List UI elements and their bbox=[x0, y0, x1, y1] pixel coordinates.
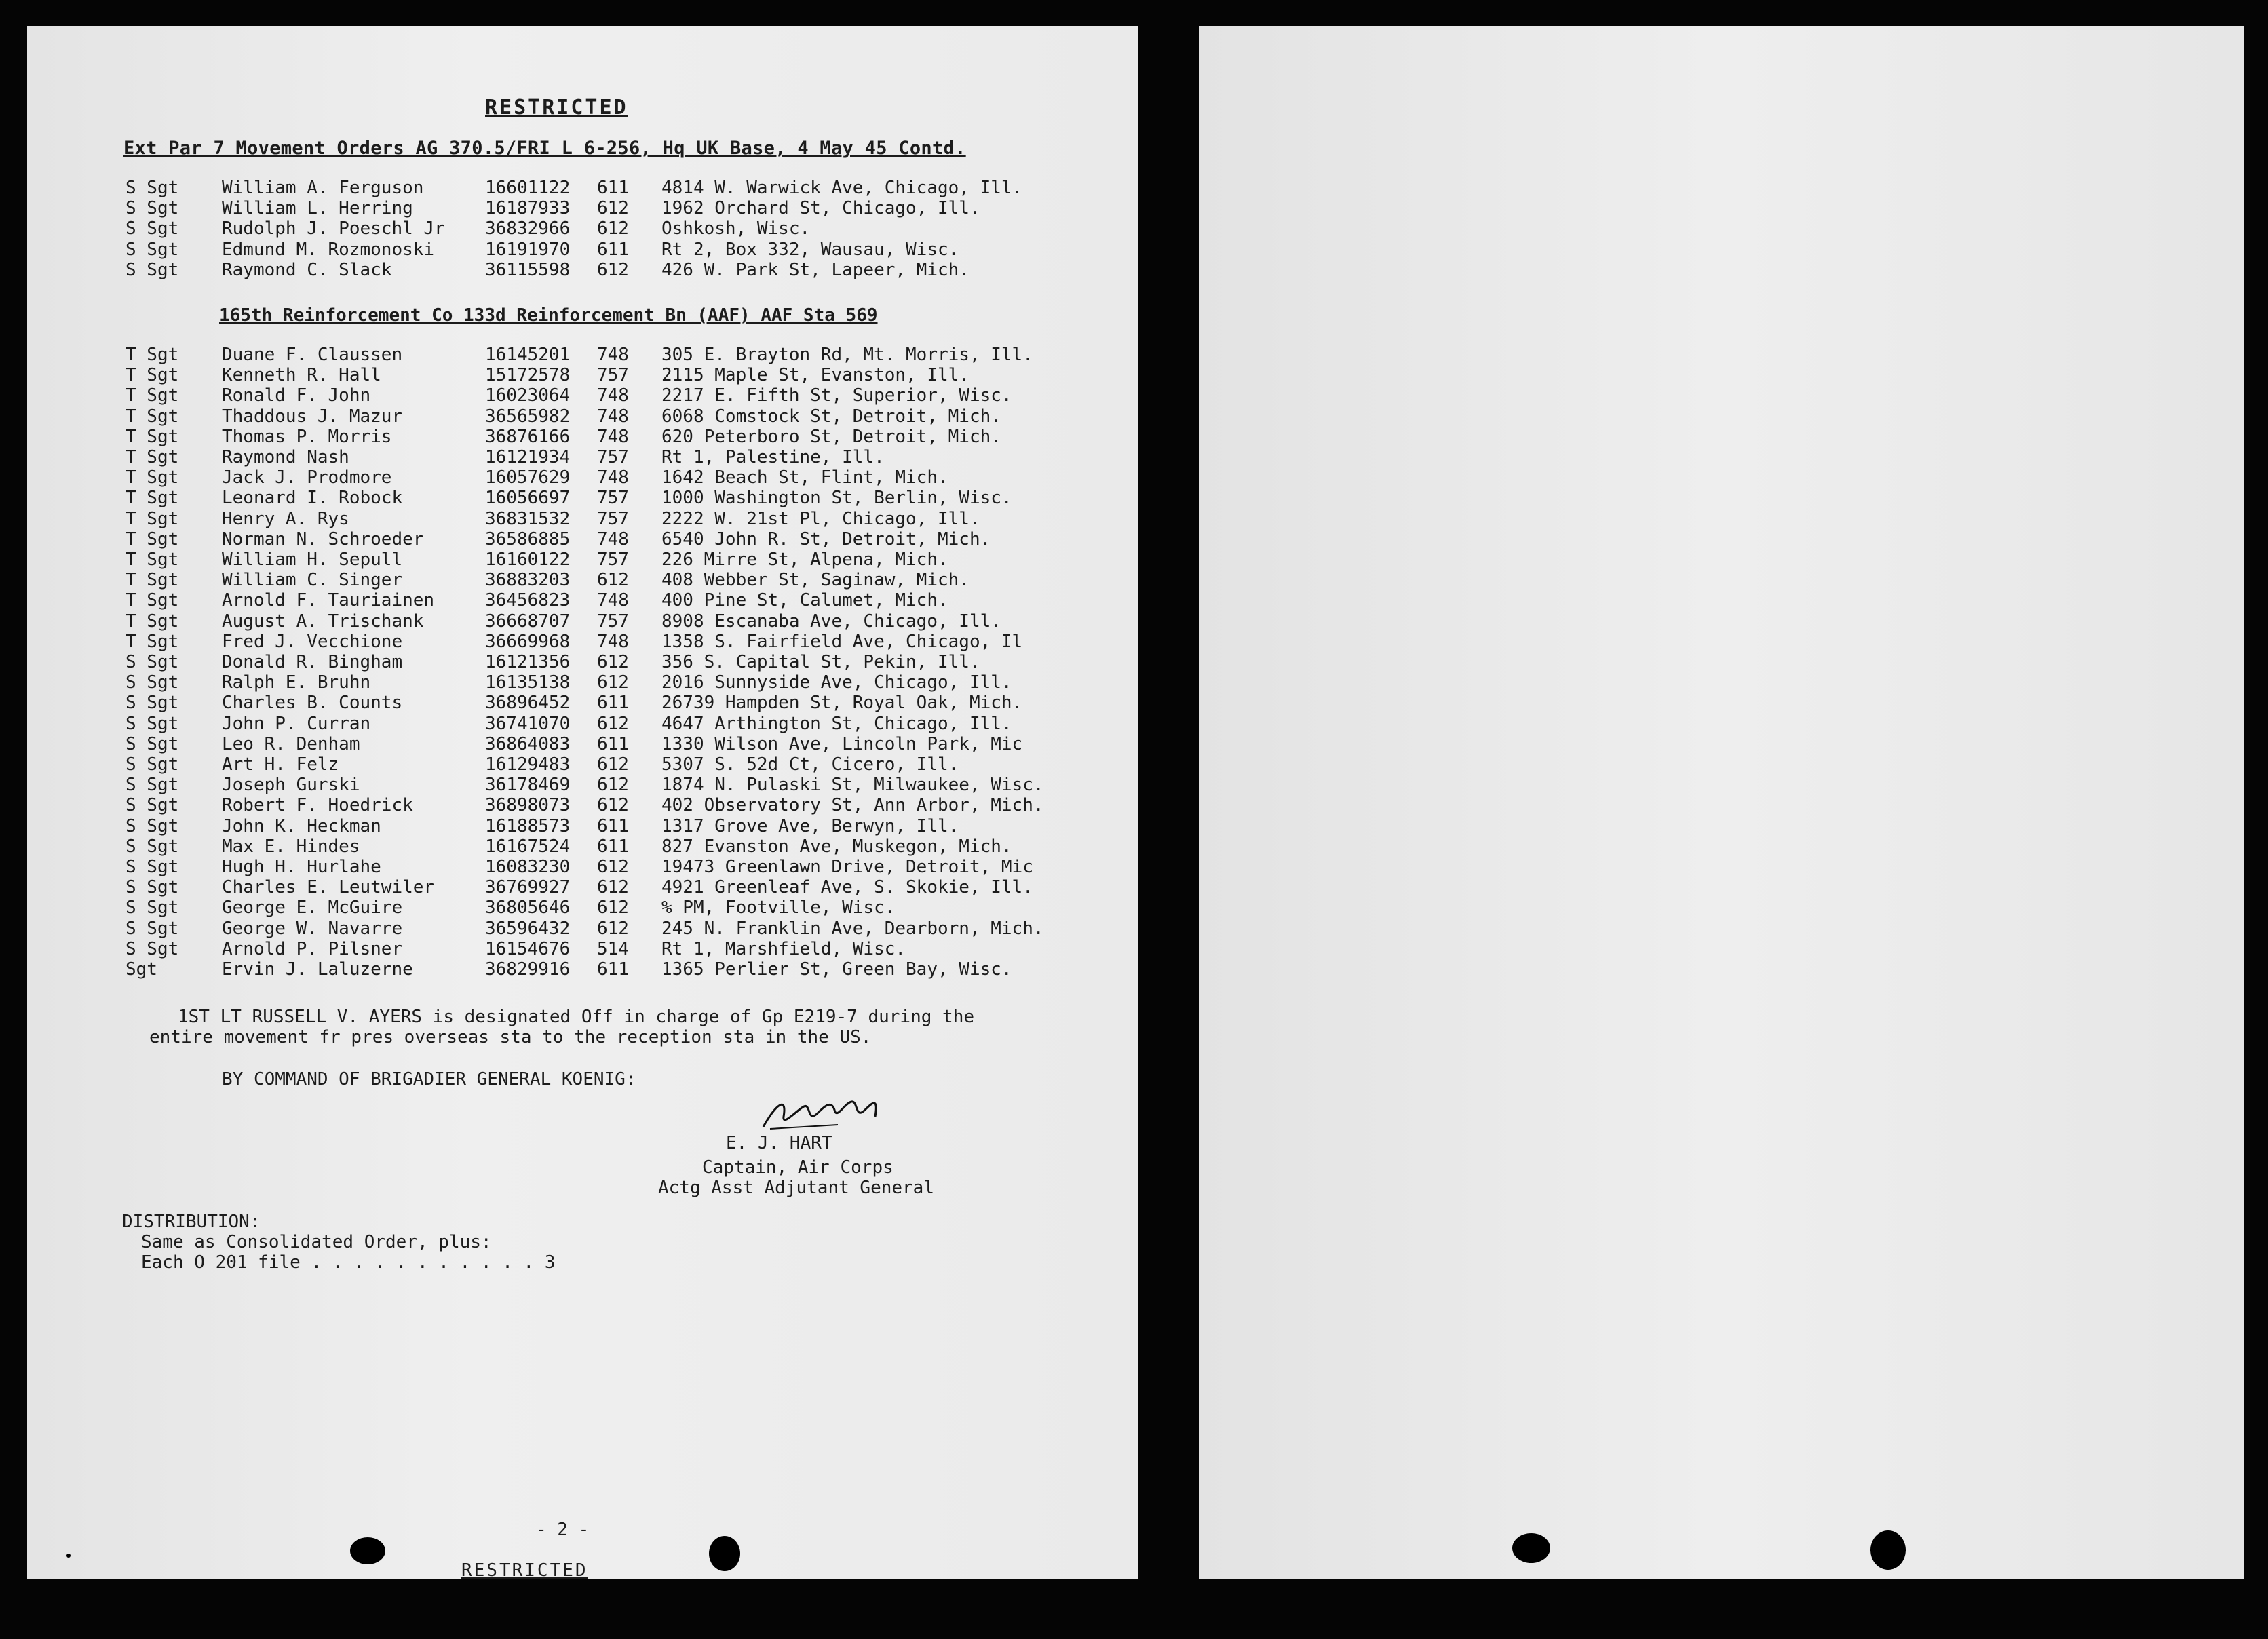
rank: T Sgt bbox=[126, 467, 179, 488]
serial-number: 36456823 bbox=[485, 590, 571, 611]
mos-code: 611 bbox=[597, 693, 629, 714]
serial-number: 36178469 bbox=[485, 775, 571, 796]
name: Hugh H. Hurlahe bbox=[222, 857, 381, 877]
name: Robert F. Hoedrick bbox=[222, 795, 413, 816]
name: George E. McGuire bbox=[222, 898, 403, 919]
mos-code: 748 bbox=[597, 528, 629, 549]
address: 2222 W. 21st Pl, Chicago, Ill. bbox=[661, 508, 980, 529]
signer-title: Captain, Air Corps bbox=[702, 1157, 893, 1178]
rank: T Sgt bbox=[126, 590, 179, 611]
rank: S Sgt bbox=[126, 918, 179, 939]
name: Kenneth R. Hall bbox=[222, 365, 381, 386]
name: Arnold P. Pilsner bbox=[222, 938, 403, 959]
name: Duane F. Claussen bbox=[222, 345, 403, 365]
serial-number: 36831532 bbox=[485, 508, 571, 529]
rank: T Sgt bbox=[126, 611, 179, 632]
address: 4647 Arthington St, Chicago, Ill. bbox=[661, 713, 1012, 734]
address: 6068 Comstock St, Detroit, Mich. bbox=[661, 406, 1001, 427]
mos-code: 757 bbox=[597, 365, 629, 386]
name: August A. Trischank bbox=[222, 611, 424, 632]
mos-code: 748 bbox=[597, 406, 629, 427]
mos-code: 757 bbox=[597, 508, 629, 529]
classification-header: RESTRICTED bbox=[485, 96, 628, 119]
address: % PM, Footville, Wisc. bbox=[661, 898, 896, 919]
mos-code: 612 bbox=[597, 877, 629, 898]
rank: S Sgt bbox=[126, 239, 179, 260]
rank: S Sgt bbox=[126, 178, 179, 198]
command-line: BY COMMAND OF BRIGADIER GENERAL KOENIG: bbox=[222, 1069, 636, 1090]
mos-code: 611 bbox=[597, 959, 629, 980]
rank: T Sgt bbox=[126, 528, 179, 549]
rank: S Sgt bbox=[126, 733, 179, 754]
mos-code: 748 bbox=[597, 345, 629, 365]
serial-number: 16145201 bbox=[485, 345, 571, 365]
name: John P. Curran bbox=[222, 713, 371, 734]
rank: S Sgt bbox=[126, 795, 179, 816]
name: William L. Herring bbox=[222, 198, 413, 219]
signer-role: Actg Asst Adjutant General bbox=[658, 1178, 934, 1198]
name: Charles E. Leutwiler bbox=[222, 877, 435, 898]
serial-number: 16191970 bbox=[485, 239, 571, 260]
mos-code: 757 bbox=[597, 447, 629, 467]
name: Thaddous J. Mazur bbox=[222, 406, 403, 427]
rank: S Sgt bbox=[126, 877, 179, 898]
address: 4921 Greenleaf Ave, S. Skokie, Ill. bbox=[661, 877, 1033, 898]
serial-number: 16160122 bbox=[485, 549, 571, 570]
name: Arnold F. Tauriainen bbox=[222, 590, 435, 611]
rank: S Sgt bbox=[126, 713, 179, 734]
serial-number: 16023064 bbox=[485, 385, 571, 406]
mos-code: 611 bbox=[597, 178, 629, 198]
serial-number: 16154676 bbox=[485, 938, 571, 959]
address: 26739 Hampden St, Royal Oak, Mich. bbox=[661, 693, 1023, 714]
rank: T Sgt bbox=[126, 385, 179, 406]
name: William H. Sepull bbox=[222, 549, 403, 570]
rank: S Sgt bbox=[126, 672, 179, 693]
serial-number: 36115598 bbox=[485, 259, 571, 280]
name: Charles B. Counts bbox=[222, 693, 403, 714]
serial-number: 16167524 bbox=[485, 836, 571, 857]
rank: T Sgt bbox=[126, 549, 179, 570]
name: Raymond Nash bbox=[222, 447, 349, 467]
rank: T Sgt bbox=[126, 447, 179, 467]
serial-number: 36829916 bbox=[485, 959, 571, 980]
punch-hole bbox=[1512, 1533, 1550, 1563]
address: 1358 S. Fairfield Ave, Chicago, Il bbox=[661, 631, 1023, 652]
address: Rt 1, Palestine, Ill. bbox=[661, 447, 885, 467]
address: 1962 Orchard St, Chicago, Ill. bbox=[661, 198, 980, 219]
rank: S Sgt bbox=[126, 857, 179, 877]
mos-code: 612 bbox=[597, 713, 629, 734]
address: Rt 2, Box 332, Wausau, Wisc. bbox=[661, 239, 959, 260]
distribution-line1: Same as Consolidated Order, plus: bbox=[141, 1232, 492, 1252]
distribution-heading: DISTRIBUTION: bbox=[122, 1212, 261, 1232]
rank: T Sgt bbox=[126, 406, 179, 427]
address: 1330 Wilson Ave, Lincoln Park, Mic bbox=[661, 733, 1023, 754]
mos-code: 612 bbox=[597, 918, 629, 939]
rank: S Sgt bbox=[126, 259, 179, 280]
address: 305 E. Brayton Rd, Mt. Morris, Ill. bbox=[661, 345, 1033, 365]
serial-number: 16057629 bbox=[485, 467, 571, 488]
rank: S Sgt bbox=[126, 898, 179, 919]
serial-number: 16121356 bbox=[485, 652, 571, 672]
address: Rt 1, Marshfield, Wisc. bbox=[661, 938, 906, 959]
unit-subheading: 165th Reinforcement Co 133d Reinforcement Bn (AAF) AAF Sta 569 bbox=[219, 305, 878, 326]
officer-paragraph-line2: entire movement fr pres overseas sta to the reception sta in the US. bbox=[149, 1027, 872, 1047]
serial-number: 16601122 bbox=[485, 178, 571, 198]
name: Jack J. Prodmore bbox=[222, 467, 392, 488]
rank: T Sgt bbox=[126, 365, 179, 386]
name: Ralph E. Bruhn bbox=[222, 672, 371, 693]
serial-number: 36805646 bbox=[485, 898, 571, 919]
speck bbox=[66, 1554, 71, 1558]
rank: S Sgt bbox=[126, 198, 179, 219]
serial-number: 16083230 bbox=[485, 857, 571, 877]
name: George W. Navarre bbox=[222, 918, 403, 939]
name: Ervin J. Laluzerne bbox=[222, 959, 413, 980]
mos-code: 611 bbox=[597, 815, 629, 836]
rank: S Sgt bbox=[126, 693, 179, 714]
serial-number: 36896452 bbox=[485, 693, 571, 714]
mos-code: 514 bbox=[597, 938, 629, 959]
mos-code: 748 bbox=[597, 631, 629, 652]
serial-number: 36832966 bbox=[485, 218, 571, 239]
name: John K. Heckman bbox=[222, 815, 381, 836]
name: William C. Singer bbox=[222, 570, 403, 591]
name: Leo R. Denham bbox=[222, 733, 360, 754]
officer-paragraph-line1: 1ST LT RUSSELL V. AYERS is designated Off in charge of Gp E219-7 during the bbox=[178, 1007, 974, 1027]
serial-number: 36876166 bbox=[485, 426, 571, 447]
page-number: - 2 - bbox=[536, 1520, 590, 1540]
mos-code: 748 bbox=[597, 590, 629, 611]
order-header: Ext Par 7 Movement Orders AG 370.5/FRI L 6-256, Hq UK Base, 4 May 45 Contd. bbox=[123, 138, 966, 159]
address: 1642 Beach St, Flint, Mich. bbox=[661, 467, 948, 488]
serial-number: 36669968 bbox=[485, 631, 571, 652]
rank: T Sgt bbox=[126, 508, 179, 529]
address: 2217 E. Fifth St, Superior, Wisc. bbox=[661, 385, 1012, 406]
mos-code: 612 bbox=[597, 570, 629, 591]
serial-number: 16129483 bbox=[485, 754, 571, 775]
mos-code: 612 bbox=[597, 218, 629, 239]
mos-code: 757 bbox=[597, 488, 629, 509]
name: William A. Ferguson bbox=[222, 178, 424, 198]
mos-code: 757 bbox=[597, 611, 629, 632]
rank: T Sgt bbox=[126, 488, 179, 509]
address: 6540 John R. St, Detroit, Mich. bbox=[661, 528, 991, 549]
distribution-line2: Each O 201 file . . . . . . . . . . . 3 bbox=[141, 1252, 556, 1273]
serial-number: 36565982 bbox=[485, 406, 571, 427]
signer-name: E. J. HART bbox=[726, 1133, 832, 1153]
name: Joseph Gurski bbox=[222, 775, 360, 796]
serial-number: 16187933 bbox=[485, 198, 571, 219]
rank: S Sgt bbox=[126, 938, 179, 959]
name: Thomas P. Morris bbox=[222, 426, 392, 447]
serial-number: 36883203 bbox=[485, 570, 571, 591]
address: 408 Webber St, Saginaw, Mich. bbox=[661, 570, 969, 591]
address: 4814 W. Warwick Ave, Chicago, Ill. bbox=[661, 178, 1023, 198]
rank: T Sgt bbox=[126, 345, 179, 365]
serial-number: 36769927 bbox=[485, 877, 571, 898]
name: Edmund M. Rozmonoski bbox=[222, 239, 435, 260]
classification-footer: RESTRICTED bbox=[461, 1560, 588, 1581]
rank: S Sgt bbox=[126, 815, 179, 836]
name: Henry A. Rys bbox=[222, 508, 349, 529]
punch-hole bbox=[350, 1537, 385, 1564]
address: 1000 Washington St, Berlin, Wisc. bbox=[661, 488, 1012, 509]
mos-code: 612 bbox=[597, 754, 629, 775]
serial-number: 36898073 bbox=[485, 795, 571, 816]
name: Fred J. Vecchione bbox=[222, 631, 403, 652]
serial-number: 16135138 bbox=[485, 672, 571, 693]
serial-number: 36668707 bbox=[485, 611, 571, 632]
mos-code: 612 bbox=[597, 672, 629, 693]
serial-number: 15172578 bbox=[485, 365, 571, 386]
mos-code: 612 bbox=[597, 775, 629, 796]
rank: S Sgt bbox=[126, 218, 179, 239]
address: 5307 S. 52d Ct, Cicero, Ill. bbox=[661, 754, 959, 775]
name: Norman N. Schroeder bbox=[222, 528, 424, 549]
address: 245 N. Franklin Ave, Dearborn, Mich. bbox=[661, 918, 1044, 939]
signature bbox=[756, 1090, 906, 1137]
document-page-right-blank bbox=[1199, 26, 2244, 1579]
mos-code: 612 bbox=[597, 795, 629, 816]
rank: S Sgt bbox=[126, 775, 179, 796]
address: 356 S. Capital St, Pekin, Ill. bbox=[661, 652, 980, 672]
address: 19473 Greenlawn Drive, Detroit, Mic bbox=[661, 857, 1033, 877]
rank: T Sgt bbox=[126, 631, 179, 652]
address: 400 Pine St, Calumet, Mich. bbox=[661, 590, 948, 611]
rank: Sgt bbox=[126, 959, 157, 980]
mos-code: 757 bbox=[597, 549, 629, 570]
serial-number: 36596432 bbox=[485, 918, 571, 939]
address: 402 Observatory St, Ann Arbor, Mich. bbox=[661, 795, 1044, 816]
rank: T Sgt bbox=[126, 570, 179, 591]
address: 620 Peterboro St, Detroit, Mich. bbox=[661, 426, 1001, 447]
mos-code: 612 bbox=[597, 857, 629, 877]
serial-number: 16056697 bbox=[485, 488, 571, 509]
name: Raymond C. Slack bbox=[222, 259, 392, 280]
mos-code: 611 bbox=[597, 836, 629, 857]
mos-code: 748 bbox=[597, 467, 629, 488]
punch-hole bbox=[1870, 1530, 1906, 1570]
rank: S Sgt bbox=[126, 652, 179, 672]
mos-code: 611 bbox=[597, 239, 629, 260]
mos-code: 611 bbox=[597, 733, 629, 754]
rank: S Sgt bbox=[126, 836, 179, 857]
name: Art H. Felz bbox=[222, 754, 339, 775]
punch-hole bbox=[709, 1536, 740, 1571]
name: Donald R. Bingham bbox=[222, 652, 403, 672]
serial-number: 36741070 bbox=[485, 713, 571, 734]
serial-number: 16188573 bbox=[485, 815, 571, 836]
address: 2115 Maple St, Evanston, Ill. bbox=[661, 365, 969, 386]
document-page-left bbox=[27, 26, 1138, 1579]
mos-code: 748 bbox=[597, 426, 629, 447]
name: Leonard I. Robock bbox=[222, 488, 403, 509]
address: 1365 Perlier St, Green Bay, Wisc. bbox=[661, 959, 1012, 980]
address: 1317 Grove Ave, Berwyn, Ill. bbox=[661, 815, 959, 836]
mos-code: 612 bbox=[597, 898, 629, 919]
mos-code: 748 bbox=[597, 385, 629, 406]
address: 827 Evanston Ave, Muskegon, Mich. bbox=[661, 836, 1012, 857]
name: Ronald F. John bbox=[222, 385, 371, 406]
serial-number: 16121934 bbox=[485, 447, 571, 467]
address: 426 W. Park St, Lapeer, Mich. bbox=[661, 259, 969, 280]
address: 8908 Escanaba Ave, Chicago, Ill. bbox=[661, 611, 1001, 632]
address: 2016 Sunnyside Ave, Chicago, Ill. bbox=[661, 672, 1012, 693]
mos-code: 612 bbox=[597, 652, 629, 672]
mos-code: 612 bbox=[597, 259, 629, 280]
address: 226 Mirre St, Alpena, Mich. bbox=[661, 549, 948, 570]
name: Max E. Hindes bbox=[222, 836, 360, 857]
address: Oshkosh, Wisc. bbox=[661, 218, 811, 239]
rank: S Sgt bbox=[126, 754, 179, 775]
mos-code: 612 bbox=[597, 198, 629, 219]
rank: T Sgt bbox=[126, 426, 179, 447]
serial-number: 36864083 bbox=[485, 733, 571, 754]
name: Rudolph J. Poeschl Jr bbox=[222, 218, 445, 239]
serial-number: 36586885 bbox=[485, 528, 571, 549]
address: 1874 N. Pulaski St, Milwaukee, Wisc. bbox=[661, 775, 1044, 796]
